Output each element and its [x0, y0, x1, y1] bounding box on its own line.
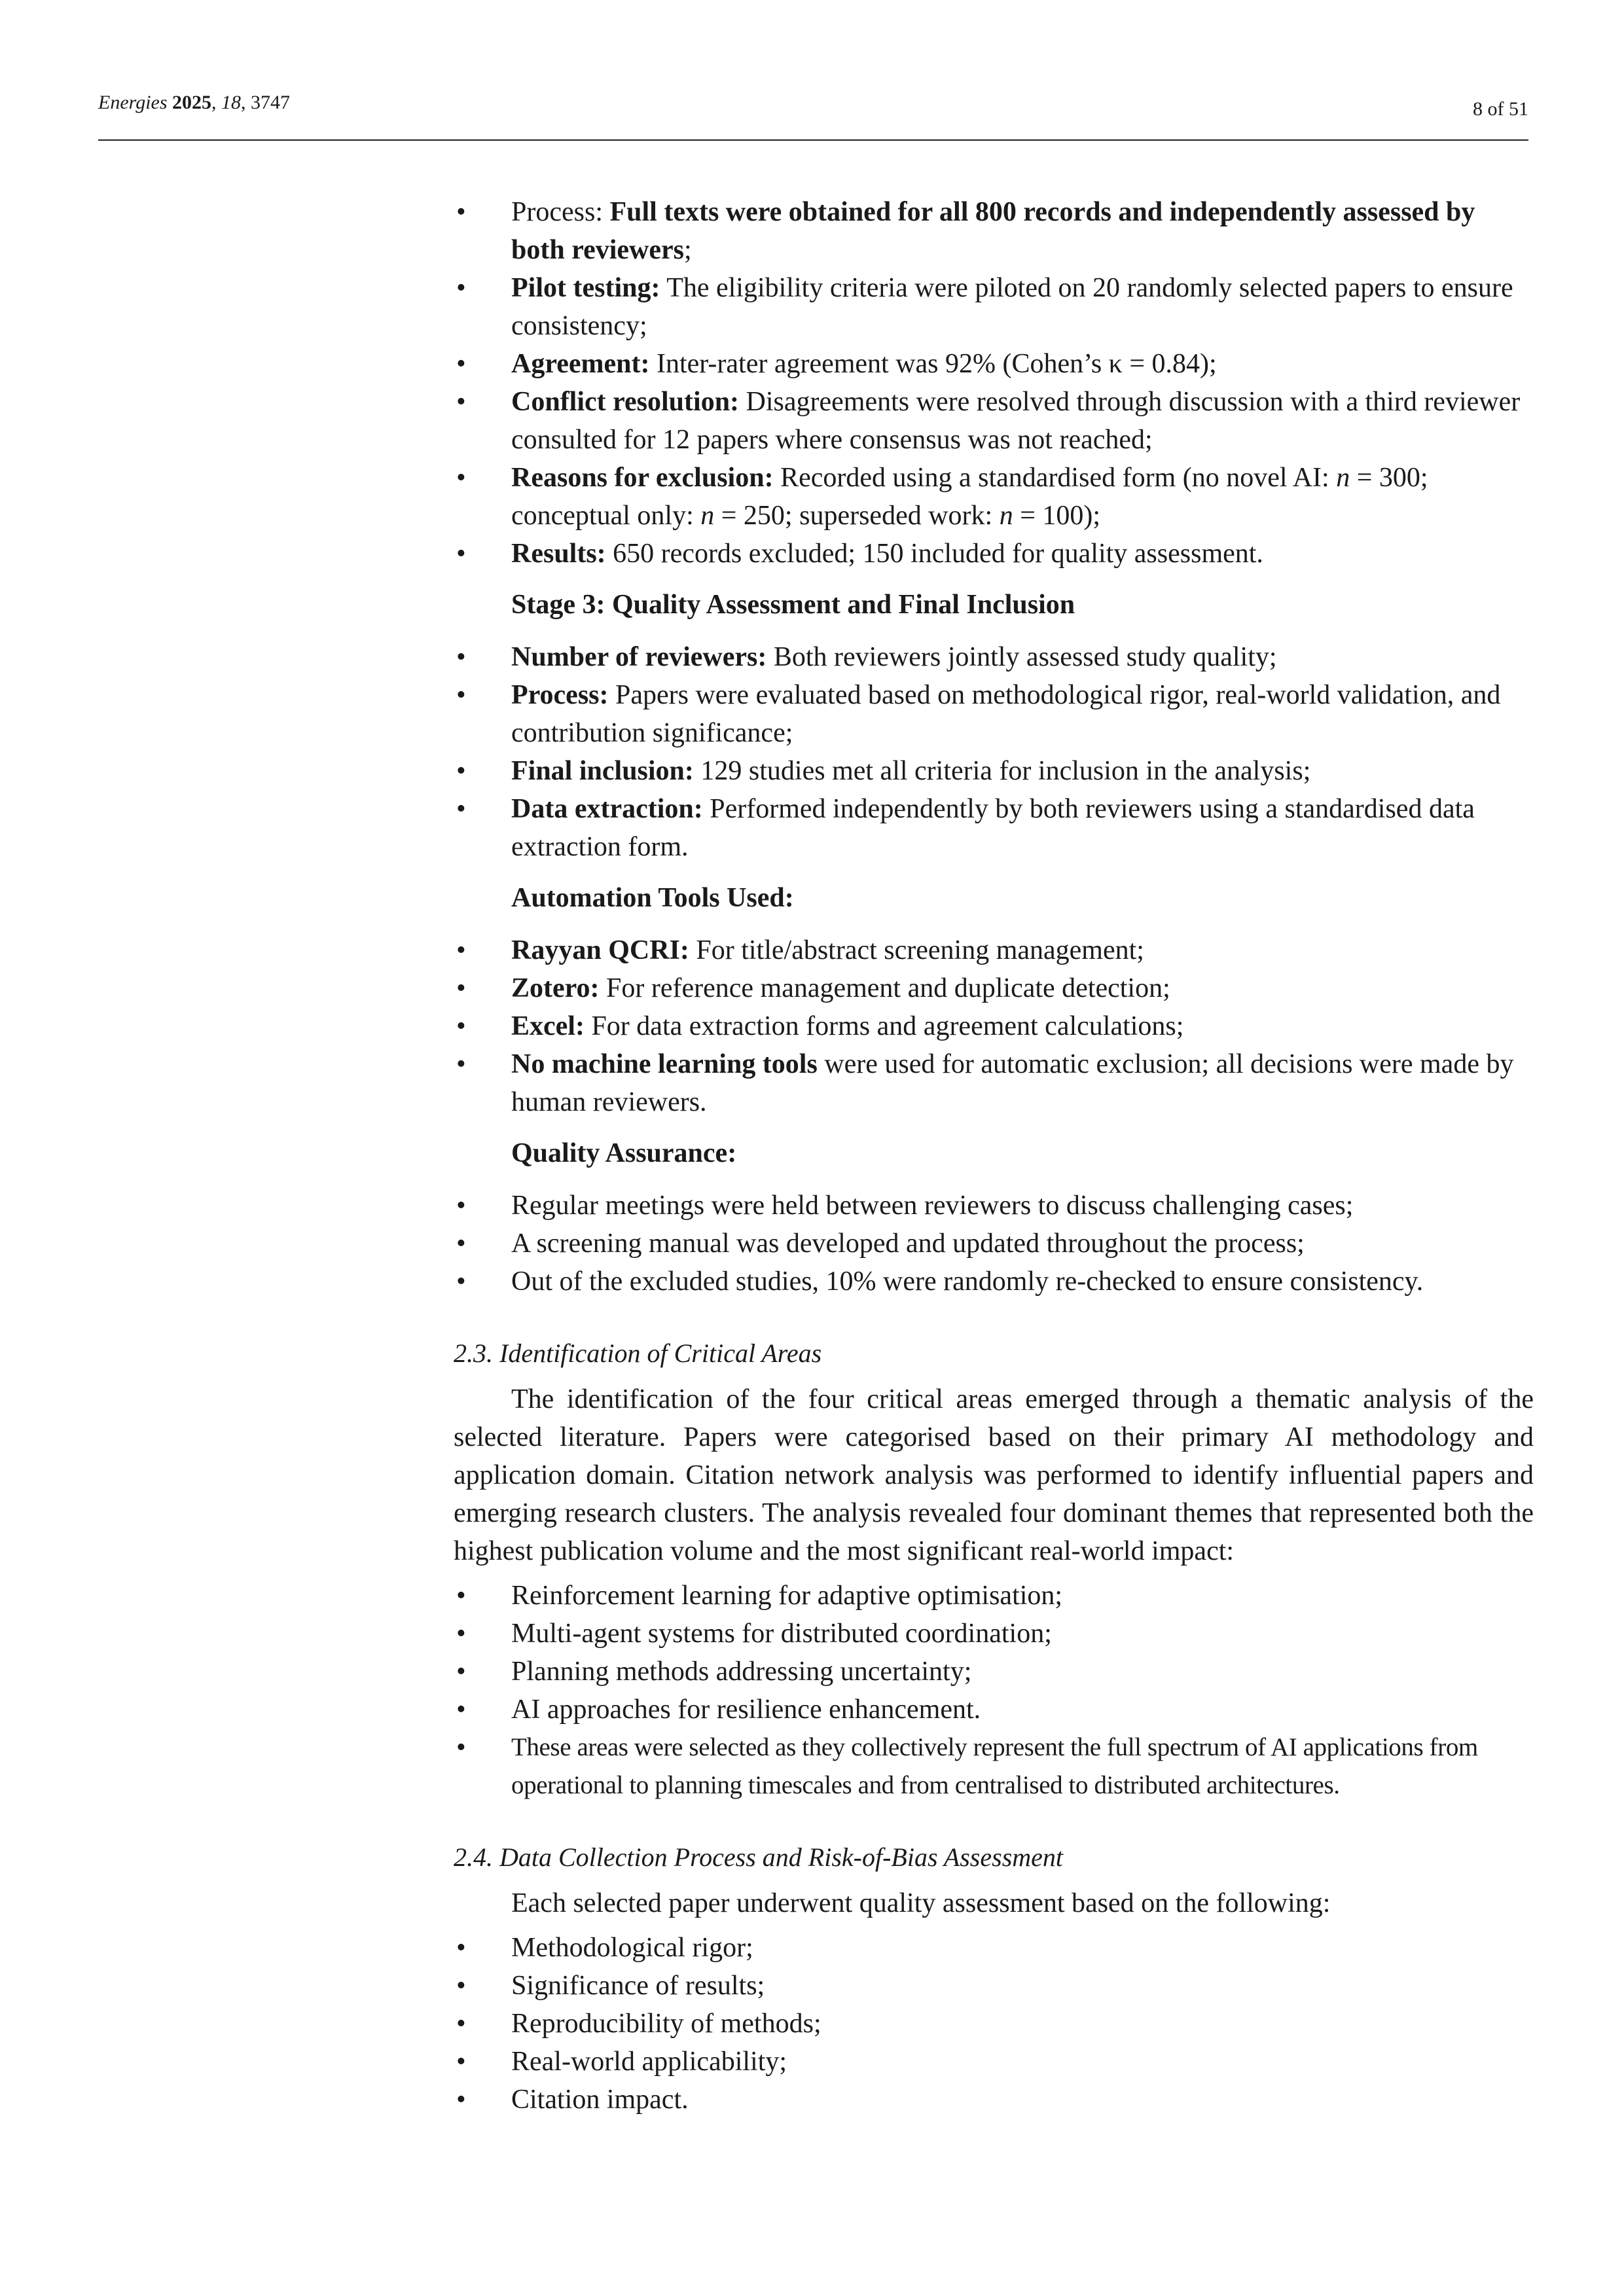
page-header — [98, 92, 1528, 131]
journal-name: Energies — [98, 92, 168, 113]
critical-areas-list — [454, 1577, 1534, 1804]
list-item: • Number of reviewers: Both reviewers jointly assessed study quality; — [454, 638, 1534, 676]
list-item: • Process: Full texts were obtained for all 800 records and independently assessed by both reviewers; — [454, 193, 1534, 269]
stage2-list — [454, 193, 1534, 573]
tools-list — [454, 931, 1534, 1121]
list-item: • Multi-agent systems for distributed coordination; — [454, 1615, 1534, 1653]
section-2-3-title: 2.3. Identification of Critical Areas — [454, 1338, 822, 1368]
list-item: • Significance of results; — [454, 1967, 1534, 2005]
list-item: • Process: Papers were evaluated based on methodological rigor, real-world validation, and contribution significance; — [454, 676, 1534, 752]
list-item: • Pilot testing: The eligibility criteria were piloted on 20 randomly selected papers to ensure consistency; — [454, 269, 1534, 345]
list-item: • These areas were selected as they collectively represent the full spectrum of AI applications from operational to planning timescales and from centralised to distributed architectures. — [454, 1729, 1534, 1804]
list-item: • Data extraction: Performed independently by both reviewers using a standardised data extraction form. — [454, 790, 1534, 866]
quality-assurance-heading: Quality Assurance: — [511, 1138, 737, 1168]
page-number: 8 of 51 — [1473, 98, 1528, 120]
section-2-4-paragraph: Each selected paper underwent quality assessment based on the following: — [511, 1888, 1331, 1918]
journal-year: 2025 — [172, 92, 212, 113]
section-2-3-paragraph: The identification of the four critical areas emerged through a thematic analysis of the selected literature. Papers were categorised based on their primary AI methodology and application domain. Citation network analysis was performed to identify influential papers and emerging research clusters. The analysis revealed four dominant themes that represented both the highest publication volume and the most significant real-world impact: — [454, 1384, 1534, 1566]
list-item: • AI approaches for resilience enhancement. — [454, 1691, 1534, 1729]
list-item: • Regular meetings were held between reviewers to discuss challenging cases; — [454, 1187, 1534, 1225]
list-item: • Real-world applicability; — [454, 2043, 1534, 2081]
journal-citation: Energies 2025, 18, 3747 — [98, 92, 291, 113]
list-item: • Zotero: For reference management and duplicate detection; — [454, 969, 1534, 1007]
qa-list — [454, 1187, 1534, 1300]
list-item: • Reinforcement learning for adaptive optimisation; — [454, 1577, 1534, 1615]
page-body — [454, 193, 1534, 2119]
section-2-4-title: 2.4. Data Collection Process and Risk-of-Bias Assessment — [454, 1842, 1064, 1872]
list-item: • Excel: For data extraction forms and agreement calculations; — [454, 1007, 1534, 1045]
journal-volume: 18 — [221, 92, 242, 113]
list-item: • Reproducibility of methods; — [454, 2005, 1534, 2043]
list-item: • Final inclusion: 129 studies met all criteria for inclusion in the analysis; — [454, 752, 1534, 790]
tools-heading: Automation Tools Used: — [511, 883, 794, 913]
stage3-heading: Stage 3: Quality Assessment and Final Inclusion — [511, 590, 1075, 620]
article-number: 3747 — [251, 92, 291, 113]
list-item: • Methodological rigor; — [454, 1929, 1534, 1967]
quality-criteria-list — [454, 1929, 1534, 2119]
list-item: • Reasons for exclusion: Recorded using a standardised form (no novel AI: n = 300; conceptual only: n = 250; superseded work: n = 100); — [454, 459, 1534, 535]
stage3-list — [454, 638, 1534, 866]
list-item: • Rayyan QCRI: For title/abstract screening management; — [454, 931, 1534, 969]
list-item: • Results: 650 records excluded; 150 included for quality assessment. — [454, 535, 1534, 573]
list-item: • Conflict resolution: Disagreements were resolved through discussion with a third reviewer consulted for 12 papers where consensus was not reached; — [454, 383, 1534, 459]
list-item: • Out of the excluded studies, 10% were randomly re-checked to ensure consistency. — [454, 1263, 1534, 1300]
list-item: • Citation impact. — [454, 2081, 1534, 2119]
header-rule — [98, 139, 1528, 141]
list-item: • A screening manual was developed and updated throughout the process; — [454, 1225, 1534, 1263]
list-item: • Agreement: Inter-rater agreement was 92% (Cohen’s κ = 0.84); — [454, 345, 1534, 383]
list-item: • No machine learning tools were used for automatic exclusion; all decisions were made by human reviewers. — [454, 1045, 1534, 1121]
list-item: • Planning methods addressing uncertainty; — [454, 1653, 1534, 1691]
